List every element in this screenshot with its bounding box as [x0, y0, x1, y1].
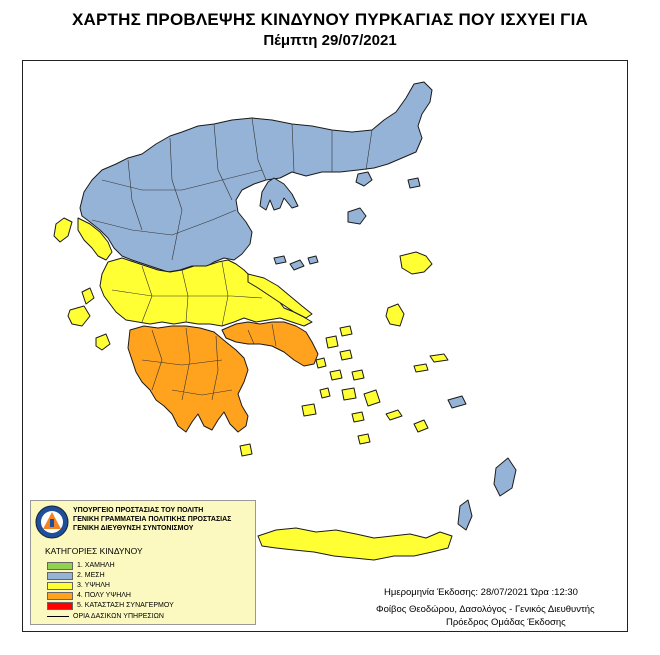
region-crete	[258, 528, 452, 560]
legend-panel	[30, 500, 256, 625]
island-zakynthos	[96, 334, 110, 350]
boundary-line-sample	[47, 616, 69, 617]
island-astypalaia	[414, 420, 428, 432]
island-milos	[302, 404, 316, 416]
legend-label-low: 1. ΧΑΜΗΛΗ	[77, 562, 115, 569]
island-karpathos	[458, 500, 472, 530]
signer-name: Φοίβος Θεοδώρου, Δασολόγος - Γενικός Διευθυντής	[376, 604, 595, 615]
island-skiathos	[274, 256, 286, 264]
legend-label-alert: 5. ΚΑΤΑΣΤΑΣΗ ΣΥΝΑΓΕΡΜΟΥ	[77, 602, 174, 609]
legend-row-medium	[47, 571, 105, 580]
island-kefalonia	[68, 306, 90, 326]
island-skyros	[340, 326, 352, 336]
island-thasos	[356, 172, 372, 186]
signer-role: Πρόεδρος Ομάδας Έκδοσης	[446, 617, 566, 628]
island-mykonos	[352, 370, 364, 380]
island-kea	[316, 358, 326, 368]
island-tinos	[340, 350, 352, 360]
island-syros	[330, 370, 342, 380]
legend-swatch-high	[47, 582, 73, 590]
island-amorgos	[386, 410, 402, 420]
island-andros	[326, 336, 338, 348]
island-samothraki	[408, 178, 420, 188]
island-rhodes	[494, 458, 516, 496]
legend-swatch-alert	[47, 602, 73, 610]
island-paros	[342, 388, 356, 400]
map-date: Πέμπτη 29/07/2021	[263, 32, 397, 49]
island-corfu	[54, 218, 72, 242]
legend-swatch-low	[47, 562, 73, 570]
issue-date-time: Ημερομηνία Έκδοσης: 28/07/2021 Ώρα :12:30	[384, 587, 578, 598]
island-kythira	[240, 444, 252, 456]
island-samos	[430, 354, 448, 362]
island-lesvos	[400, 252, 432, 274]
legend-label-medium: 2. ΜΕΣΗ	[77, 572, 105, 579]
island-ios	[352, 412, 364, 422]
ministry-line-1: ΥΠΟΥΡΓΕΙΟ ΠΡΟΣΤΑΣΙΑΣ ΤΟΥ ΠΟΛΙΤΗ	[73, 507, 204, 514]
boundary-label: ΟΡΙΑ ΔΑΣΙΚΩΝ ΥΠΗΡΕΣΙΩΝ	[73, 613, 164, 620]
legend-row-high	[47, 581, 110, 590]
map-title: ΧΑΡΤΗΣ ΠΡΟΒΛΕΨΗΣ ΚΙΝΔΥΝΟΥ ΠΥΡΚΑΓΙΑΣ ΠΟΥ ΙΣΧΥΕΙ ΓΙΑ	[71, 10, 588, 29]
legend-swatch-very-high	[47, 592, 73, 600]
categories-title: ΚΑΤΗΓΟΡΙΕΣ ΚΙΝΔΥΝΟΥ	[45, 546, 143, 556]
island-lemnos	[348, 208, 366, 224]
island-alonissos	[308, 256, 318, 264]
island-ikaria	[414, 364, 428, 372]
island-santorini	[358, 434, 370, 444]
legend-boundary-row	[47, 613, 164, 620]
island-naxos	[364, 390, 380, 406]
legend-row-alert	[47, 601, 174, 610]
ministry-line-2: ΓΕΝΙΚΗ ΓΡΑΜΜΑΤΕΙΑ ΠΟΛΙΤΙΚΗΣ ΠΡΟΣΤΑΣΙΑΣ	[73, 516, 232, 523]
island-lefkada	[82, 288, 94, 304]
region-chalkidiki	[260, 178, 298, 210]
legend-row-very-high	[47, 591, 131, 600]
island-chios	[386, 304, 404, 326]
ministry-line-3: ΓΕΝΙΚΗ ΔΙΕΥΘΥΝΣΗ ΣΥΝΤΟΝΙΣΜΟΥ	[73, 525, 194, 532]
legend-label-high: 3. ΥΨΗΛΗ	[77, 582, 110, 589]
legend-label-very-high: 4. ΠΟΛΥ ΥΨΗΛΗ	[77, 592, 131, 599]
region-north-greece	[80, 82, 432, 272]
civil-protection-logo	[35, 505, 69, 539]
legend-row-low	[47, 561, 115, 570]
island-skopelos	[290, 260, 304, 270]
island-serifos	[320, 388, 330, 398]
legend-swatch-medium	[47, 572, 73, 580]
island-kos	[448, 396, 466, 408]
